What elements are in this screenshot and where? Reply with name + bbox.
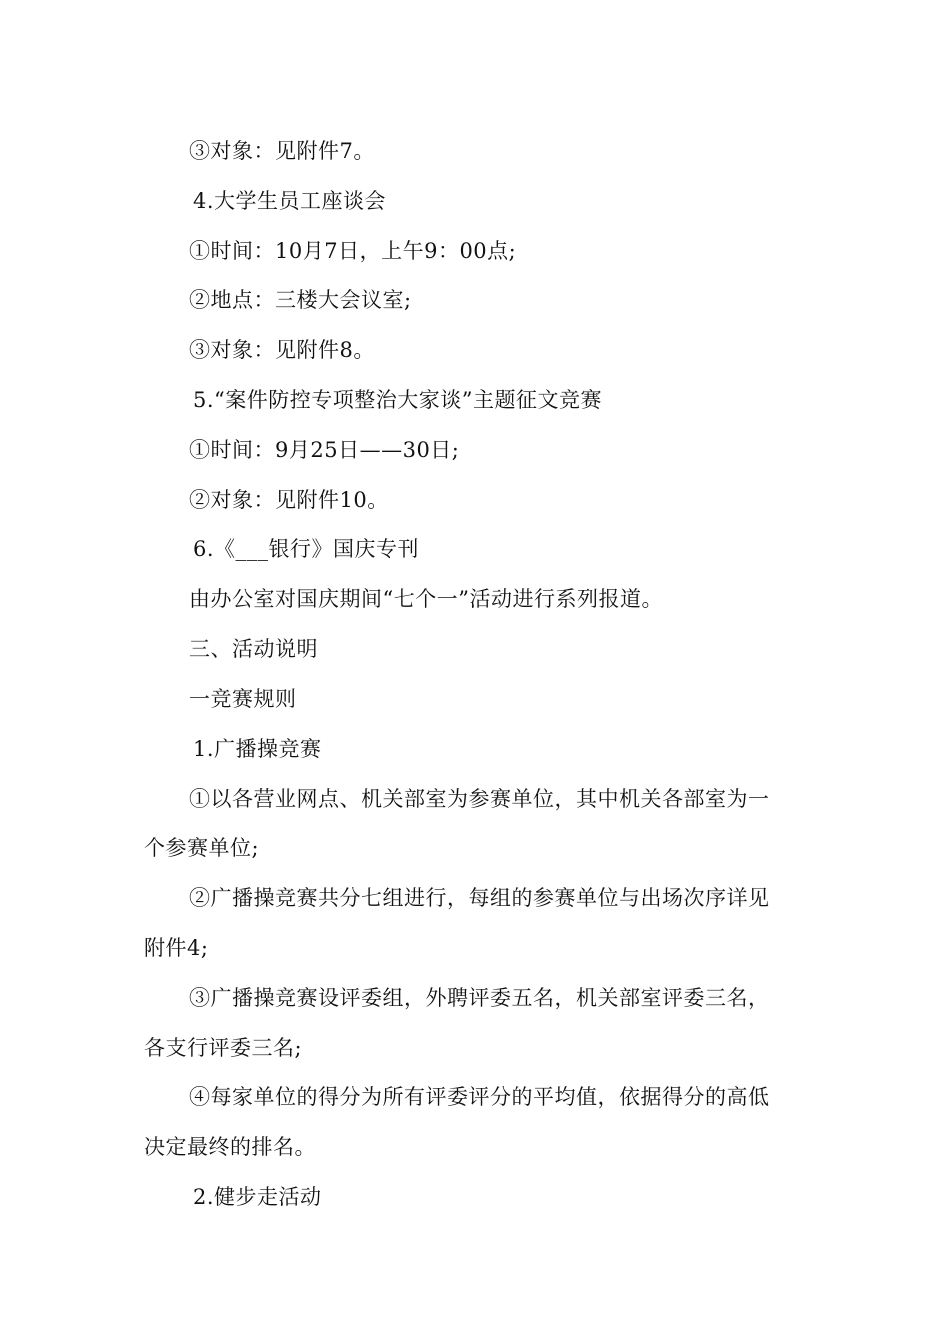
text-line: ③对象：见附件8。 bbox=[189, 338, 375, 362]
section-heading: 2.健步走活动 bbox=[193, 1185, 322, 1209]
text-line: ②广播操竞赛共分七组进行，每组的参赛单位与出场次序详见 bbox=[189, 886, 770, 910]
text-line: ①时间：10月7日，上午9：00点; bbox=[189, 239, 517, 263]
section-heading: 4.大学生员工座谈会 bbox=[193, 189, 387, 213]
text-line: 各支行评委三名; bbox=[144, 1036, 303, 1060]
section-heading: 5.“案件防控专项整治大家谈”主题征文竞赛 bbox=[193, 388, 603, 412]
section-heading: 1.广播操竞赛 bbox=[193, 737, 322, 761]
text-line: 由办公室对国庆期间“七个一”活动进行系列报道。 bbox=[189, 587, 663, 611]
text-line: ②对象：见附件10。 bbox=[189, 488, 389, 512]
text-line: 个参赛单位; bbox=[144, 836, 260, 860]
text-line: ②地点：三楼大会议室; bbox=[189, 288, 412, 312]
text-line: ③对象：见附件7。 bbox=[189, 139, 375, 163]
section-heading: 一竞赛规则 bbox=[189, 687, 297, 711]
text-line: ①以各营业网点、机关部室为参赛单位，其中机关各部室为一 bbox=[189, 787, 770, 811]
section-heading: 6.《___银行》国庆专刊 bbox=[193, 537, 420, 561]
text-line: 决定最终的排名。 bbox=[144, 1135, 316, 1159]
text-line: ①时间：9月25日——30日; bbox=[189, 438, 460, 462]
text-line: ④每家单位的得分为所有评委评分的平均值，依据得分的高低 bbox=[189, 1085, 770, 1109]
text-line: 附件4; bbox=[144, 936, 209, 960]
section-heading: 三、活动说明 bbox=[189, 637, 318, 661]
text-line: ③广播操竞赛设评委组，外聘评委五名，机关部室评委三名， bbox=[189, 986, 770, 1010]
